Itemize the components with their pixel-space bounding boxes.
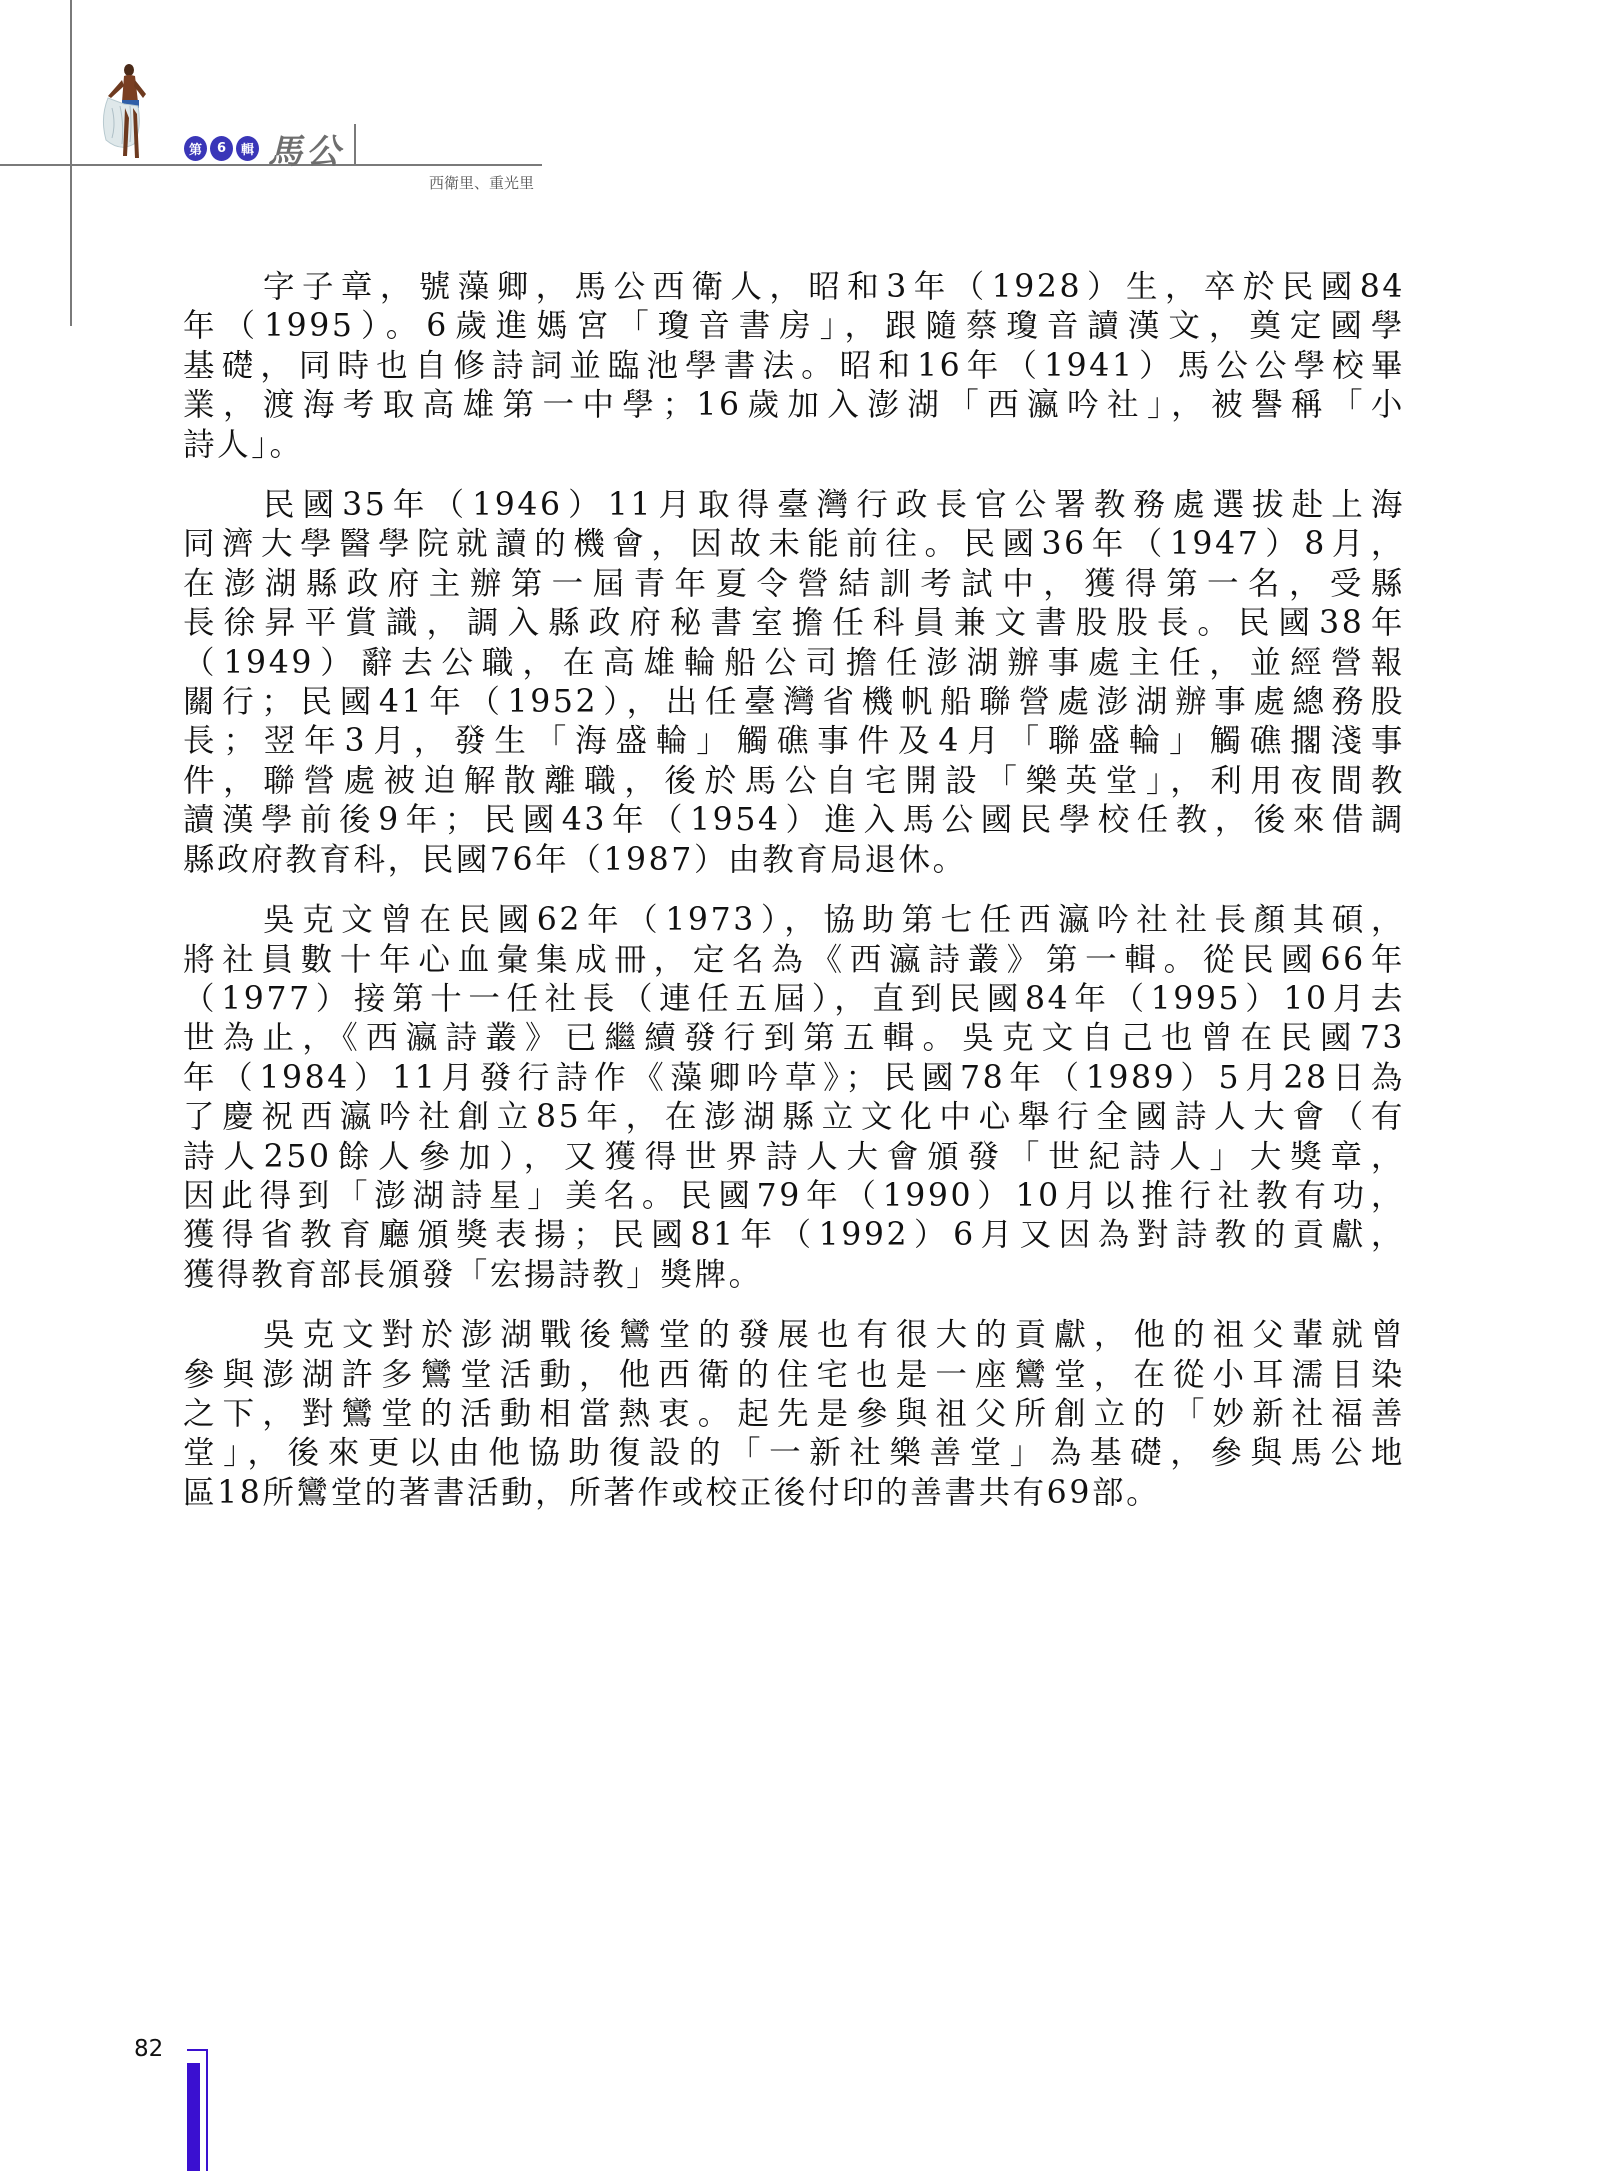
text-line: 世為止，《西瀛詩叢》已繼續發行到第五輯。吳克文自己也曾在民國73 bbox=[183, 1020, 1405, 1057]
text-line: 字子章，號藻卿，馬公西衛人，昭和3年（1928）生，卒於民國84 bbox=[263, 269, 1405, 305]
chapter-subtitle: 西衛里、重光里 bbox=[428, 174, 534, 192]
badge-volume-prefix: 第 bbox=[184, 136, 207, 161]
text-line: 同濟大學醫學院就讀的機會，因故未能前往。民國36年（1947）8月， bbox=[183, 526, 1405, 563]
paragraph-3 bbox=[183, 901, 1405, 1295]
text-line: 吳克文對於澎湖戰後鸞堂的發展也有很大的貢獻，他的祖父輩就曾 bbox=[263, 1317, 1405, 1354]
text-line: 了慶祝西瀛吟社創立85年，在澎湖縣立文化中心舉行全國詩人大會（有 bbox=[183, 1099, 1405, 1136]
text-line: 業，渡海考取高雄第一中學；16歲加入澎湖「西瀛吟社」，被譽稱「小 bbox=[183, 387, 1405, 424]
text-line: 因此得到「澎湖詩星」美名。民國79年（1990）10月以推行社教有功， bbox=[183, 1177, 1405, 1214]
fisherman-figure-illustration bbox=[98, 58, 183, 164]
title-divider bbox=[354, 124, 356, 165]
margin-rule-vertical bbox=[70, 0, 72, 326]
text-line: （1977）接第十一任社長（連任五屆），直到民國84年（1995）10月去 bbox=[183, 980, 1405, 1017]
text-line: 詩人250餘人參加），又獲得世界詩人大會頒發「世紀詩人」大獎章， bbox=[183, 1138, 1405, 1175]
text-line: 參與澎湖許多鸞堂活動，他西衛的住宅也是一座鸞堂，在從小耳濡目染 bbox=[183, 1356, 1405, 1393]
text-line: 獲得省教育廳頒獎表揚；民國81年（1992）6月又因為對詩教的貢獻， bbox=[183, 1217, 1405, 1254]
text-line: 長；翌年3月，發生「海盛輪」觸礁事件及4月「聯盛輪」觸礁擱淺事 bbox=[183, 723, 1405, 760]
text-line: 吳克文曾在民國62年（1973），協助第七任西瀛吟社社長顏其碩， bbox=[263, 902, 1405, 939]
text-line: 年（1984）11月發行詩作《藻卿吟草》；民國78年（1989）5月28日為 bbox=[183, 1059, 1405, 1096]
footer-accent-cap bbox=[187, 2049, 208, 2051]
text-line: 在澎湖縣政府主辦第一屆青年夏令營結訓考試中，獲得第一名，受縣 bbox=[183, 565, 1405, 602]
text-line: 長徐昇平賞識，調入縣政府秘書室擔任科員兼文書股股長。民國38年 bbox=[183, 605, 1405, 642]
article-body bbox=[183, 268, 1405, 1534]
text-line: 區18所鸞堂的著書活動，所著作或校正後付印的善書共有69部。 bbox=[183, 1474, 1161, 1511]
text-line: 基礎，同時也自修詩詞並臨池學書法。昭和16年（1941）馬公公學校畢 bbox=[183, 347, 1405, 384]
text-line: 件，聯營處被迫解散離職，後於馬公自宅開設「樂英堂」，利用夜間教 bbox=[183, 762, 1405, 799]
text-line: 年（1995）。6歲進媽宮「瓊音書房」，跟隨蔡瓊音讀漢文，奠定國學 bbox=[183, 308, 1405, 345]
text-line: 關行；民國41年（1952），出任臺灣省機帆船聯營處澎湖辦事處總務股 bbox=[183, 684, 1405, 721]
text-line: 縣政府教育科，民國76年（1987）由教育局退休。 bbox=[183, 841, 967, 878]
text-line: 堂」，後來更以由他協助復設的「一新社樂善堂」為基礎，參與馬公地 bbox=[183, 1435, 1405, 1472]
badge-volume-suffix: 輯 bbox=[236, 136, 259, 161]
chapter-title: 馬公 bbox=[268, 132, 344, 172]
paragraph-4 bbox=[183, 1316, 1405, 1513]
text-line: 將社員數十年心血彙集成冊，定名為《西瀛詩叢》第一輯。從民國66年 bbox=[183, 941, 1405, 978]
paragraph-2 bbox=[183, 486, 1405, 880]
paragraph-1 bbox=[183, 268, 1405, 465]
text-line: 詩人」。 bbox=[183, 426, 304, 463]
page-number: 82 bbox=[134, 2036, 164, 2062]
volume-badges bbox=[184, 136, 259, 161]
badge-volume-number: 6 bbox=[210, 136, 233, 161]
text-line: 之下，對鸞堂的活動相當熱衷。起先是參與祖父所創立的「妙新社福善 bbox=[183, 1395, 1405, 1432]
text-line: （1949）辭去公職，在高雄輪船公司擔任澎湖辦事處主任，並經營報 bbox=[183, 644, 1405, 681]
text-line: 獲得教育部長頒發「宏揚詩教」獎牌。 bbox=[183, 1256, 763, 1293]
footer-accent-bar bbox=[187, 2063, 200, 2171]
footer-accent-rule bbox=[206, 2050, 208, 2171]
text-line: 民國35年（1946）11月取得臺灣行政長官公署教務處選拔赴上海 bbox=[263, 487, 1405, 524]
text-line: 讀漢學前後9年；民國43年（1954）進入馬公國民學校任教，後來借調 bbox=[183, 802, 1405, 839]
